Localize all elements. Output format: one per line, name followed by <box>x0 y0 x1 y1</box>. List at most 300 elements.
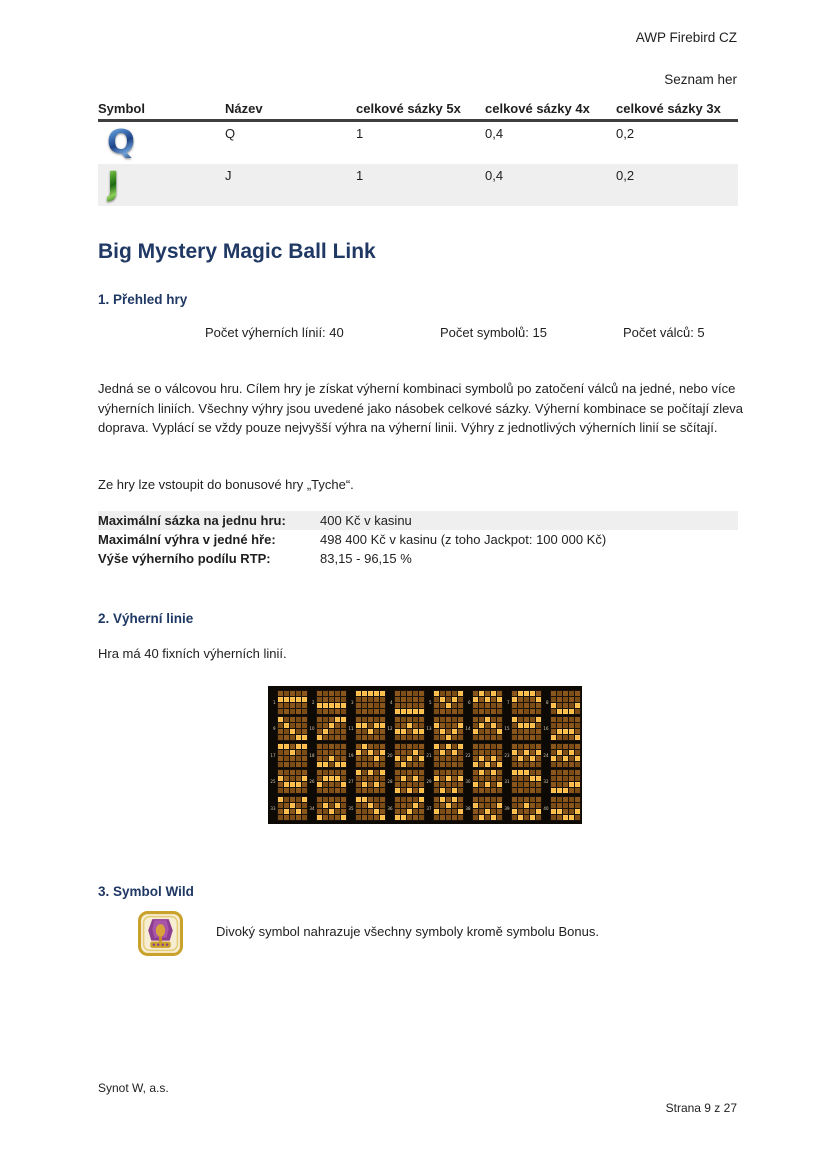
payline-cell <box>362 697 367 702</box>
payline-cell <box>452 776 457 781</box>
payline-grid <box>355 716 386 741</box>
payline-cell <box>419 744 424 749</box>
payline-cell <box>491 797 496 802</box>
payline-grid <box>394 690 425 715</box>
payline-cell <box>401 803 406 808</box>
payline-number: 23 <box>504 752 510 758</box>
payline-cell <box>479 717 484 722</box>
payline-cell <box>530 750 535 755</box>
payline-cell <box>407 744 412 749</box>
payline-cell <box>356 744 361 749</box>
payline-cell <box>368 691 373 696</box>
payline-cell <box>530 788 535 793</box>
payline-cell <box>335 762 340 767</box>
payline-cell <box>380 788 385 793</box>
payline-cell <box>356 729 361 734</box>
payline-cell <box>485 788 490 793</box>
payline-cell <box>575 709 580 714</box>
payline-cell <box>485 709 490 714</box>
payline-cell <box>413 750 418 755</box>
payline-cell <box>290 750 295 755</box>
payline-cell <box>296 729 301 734</box>
payline-cell <box>401 797 406 802</box>
payline-cell <box>458 756 463 761</box>
limit-row-max-sazka <box>98 511 738 530</box>
payline-cell <box>446 717 451 722</box>
payline-cell <box>407 815 412 820</box>
payline-cell <box>302 717 307 722</box>
payline-number: 5 <box>428 699 432 705</box>
payline-number: 33 <box>270 805 276 811</box>
payline-cell <box>446 691 451 696</box>
payline-tile <box>270 796 308 821</box>
payline-cell <box>401 756 406 761</box>
payline-cell <box>518 782 523 787</box>
payline-cell <box>557 803 562 808</box>
payline-cell <box>452 717 457 722</box>
payline-cell <box>575 770 580 775</box>
payline-cell <box>458 735 463 740</box>
section-1-heading: 1. Přehled hry <box>98 292 188 307</box>
payline-cell <box>491 788 496 793</box>
payline-cell <box>530 703 535 708</box>
payline-cell <box>458 709 463 714</box>
limits-table <box>98 511 738 568</box>
payline-cell <box>362 744 367 749</box>
payline-cell <box>485 691 490 696</box>
payline-cell <box>368 788 373 793</box>
payline-cell <box>458 717 463 722</box>
payline-cell <box>380 782 385 787</box>
payline-grid <box>550 796 581 821</box>
payline-cell <box>395 703 400 708</box>
payline-cell <box>512 703 517 708</box>
payline-cell <box>536 735 541 740</box>
col-header-sazky-3x: celkové sázky 3x <box>616 101 721 116</box>
payline-cell <box>434 797 439 802</box>
col-header-sazky-5x: celkové sázky 5x <box>356 101 461 116</box>
payline-cell <box>491 815 496 820</box>
payline-cell <box>497 750 502 755</box>
payline-cell <box>524 735 529 740</box>
payline-cell <box>557 697 562 702</box>
payline-tile <box>309 690 347 715</box>
payline-cell <box>296 776 301 781</box>
payline-cell <box>530 691 535 696</box>
payline-cell <box>536 782 541 787</box>
payline-cell <box>557 735 562 740</box>
payline-cell <box>434 723 439 728</box>
payline-cell <box>335 691 340 696</box>
payline-cell <box>302 691 307 696</box>
payline-cell <box>368 697 373 702</box>
payline-cell <box>302 697 307 702</box>
payline-grid <box>472 769 503 794</box>
payline-grid <box>550 743 581 768</box>
payline-cell <box>473 723 478 728</box>
payline-cell <box>401 782 406 787</box>
payline-cell <box>302 797 307 802</box>
payline-number: 37 <box>426 805 432 811</box>
payline-cell <box>551 723 556 728</box>
payline-cell <box>341 717 346 722</box>
payline-cell <box>569 803 574 808</box>
payline-cell <box>518 756 523 761</box>
payline-number: 24 <box>543 752 549 758</box>
payline-cell <box>473 770 478 775</box>
payline-cell <box>485 815 490 820</box>
payline-cell <box>569 703 574 708</box>
payline-cell <box>446 762 451 767</box>
payline-cell <box>362 797 367 802</box>
payline-cell <box>401 703 406 708</box>
payline-cell <box>362 770 367 775</box>
payline-cell <box>524 797 529 802</box>
payline-tile <box>504 796 542 821</box>
payline-cell <box>563 788 568 793</box>
payline-cell <box>458 788 463 793</box>
payline-cell <box>278 729 283 734</box>
payline-tile <box>309 716 347 741</box>
payline-cell <box>278 709 283 714</box>
payline-number: 40 <box>543 805 549 811</box>
payline-cell <box>356 723 361 728</box>
payline-cell <box>290 770 295 775</box>
payline-cell <box>341 776 346 781</box>
payline-cell <box>296 788 301 793</box>
payline-cell <box>356 691 361 696</box>
payline-cell <box>395 729 400 734</box>
payline-cell <box>407 797 412 802</box>
payline-cell <box>557 750 562 755</box>
payline-cell <box>356 756 361 761</box>
payline-cell <box>491 750 496 755</box>
payline-cell <box>290 762 295 767</box>
payline-grid <box>394 769 425 794</box>
payline-tile <box>270 716 308 741</box>
payline-cell <box>329 723 334 728</box>
payline-tile <box>348 690 386 715</box>
payline-cell <box>518 750 523 755</box>
payline-cell <box>341 703 346 708</box>
payline-cell <box>563 782 568 787</box>
payline-cell <box>368 709 373 714</box>
payline-grid <box>277 796 308 821</box>
payline-cell <box>473 809 478 814</box>
payline-cell <box>563 803 568 808</box>
payline-cell <box>380 776 385 781</box>
payline-cell <box>485 735 490 740</box>
payline-cell <box>557 723 562 728</box>
payline-number: 15 <box>504 726 510 731</box>
payline-cell <box>458 797 463 802</box>
payline-cell <box>356 735 361 740</box>
payline-grid <box>316 796 347 821</box>
payline-cell <box>290 744 295 749</box>
payline-cell <box>530 697 535 702</box>
payline-cell <box>557 776 562 781</box>
payline-cell <box>473 756 478 761</box>
payline-cell <box>323 697 328 702</box>
payline-cell <box>341 762 346 767</box>
payline-cell <box>302 756 307 761</box>
payline-cell <box>458 762 463 767</box>
payline-cell <box>518 744 523 749</box>
payline-cell <box>290 729 295 734</box>
payline-cell <box>302 750 307 755</box>
limit-row-max-vyhra <box>98 530 738 549</box>
payline-cell <box>491 762 496 767</box>
payline-cell <box>419 709 424 714</box>
payline-number: 11 <box>348 726 354 731</box>
payline-cell <box>407 809 412 814</box>
payline-cell <box>419 797 424 802</box>
payline-number: 3 <box>350 699 354 705</box>
payline-cell <box>536 756 541 761</box>
payline-cell <box>434 803 439 808</box>
payline-cell <box>290 703 295 708</box>
payline-cell <box>380 762 385 767</box>
payline-grid <box>472 716 503 741</box>
payline-cell <box>434 709 439 714</box>
payline-cell <box>563 797 568 802</box>
limit-label: Maximální výhra v jedné hře: <box>98 532 276 547</box>
payline-cell <box>485 797 490 802</box>
payline-cell <box>374 770 379 775</box>
payline-cell <box>524 744 529 749</box>
payline-cell <box>380 803 385 808</box>
payline-cell <box>557 770 562 775</box>
payline-cell <box>569 691 574 696</box>
payline-cell <box>335 809 340 814</box>
payline-cell <box>512 691 517 696</box>
payline-cell <box>524 703 529 708</box>
payline-cell <box>413 717 418 722</box>
payline-cell <box>302 762 307 767</box>
payline-cell <box>551 717 556 722</box>
payline-cell <box>362 750 367 755</box>
payline-cell <box>479 703 484 708</box>
payline-cell <box>434 691 439 696</box>
payline-cell <box>491 723 496 728</box>
payline-cell <box>395 750 400 755</box>
payline-cell <box>557 782 562 787</box>
payline-cell <box>440 788 445 793</box>
payline-cell <box>485 776 490 781</box>
payline-tile <box>348 769 386 794</box>
payline-cell <box>419 750 424 755</box>
game-description-paragraph: Jedná se o válcovou hru. Cílem hry je získat výherní kombinaci symbolů po zatočení válců na jedné, nebo více výherních liniích. Všechny výhry jsou uvedené jako násobek celkové sázky. Výherní kombinace se počítají zleva doprava. Vyplácí se vždy pouze nejvyšší výhra na výherní linii. Výhry z jednotlivých výherních linií se sčítají. <box>98 381 744 435</box>
payline-cell <box>485 697 490 702</box>
payline-cell <box>407 788 412 793</box>
payline-cell <box>284 750 289 755</box>
payline-cell <box>473 782 478 787</box>
payline-tile <box>543 769 581 794</box>
payline-number: 26 <box>309 779 315 784</box>
payline-cell <box>446 782 451 787</box>
payline-cell <box>563 744 568 749</box>
payline-cell <box>329 735 334 740</box>
payline-number: 14 <box>465 726 471 731</box>
payline-cell <box>317 809 322 814</box>
payline-cell <box>491 744 496 749</box>
payline-cell <box>434 697 439 702</box>
payline-cell <box>557 729 562 734</box>
payline-cell <box>380 809 385 814</box>
payline-cell <box>551 770 556 775</box>
stat-pocet-linii: Počet výherních línií: 40 <box>205 325 344 340</box>
payline-number: 21 <box>426 752 432 758</box>
payline-cell <box>551 750 556 755</box>
paylines-text: Hra má 40 fixních výherních linií. <box>98 646 287 661</box>
payline-cell <box>368 717 373 722</box>
payline-cell <box>575 776 580 781</box>
payline-cell <box>530 803 535 808</box>
payline-cell <box>497 756 502 761</box>
payline-cell <box>434 744 439 749</box>
payline-number: 39 <box>504 805 510 811</box>
payline-grid <box>550 716 581 741</box>
payline-cell <box>512 797 517 802</box>
payline-cell <box>419 815 424 820</box>
payline-grid <box>511 690 542 715</box>
payline-cell <box>479 797 484 802</box>
payline-cell <box>434 756 439 761</box>
payline-cell <box>434 729 439 734</box>
payline-cell <box>479 788 484 793</box>
payline-grid <box>277 716 308 741</box>
payline-cell <box>395 697 400 702</box>
payline-cell <box>356 797 361 802</box>
payline-cell <box>374 797 379 802</box>
payline-grid <box>316 716 347 741</box>
payline-cell <box>407 735 412 740</box>
payline-cell <box>356 815 361 820</box>
payline-cell <box>317 762 322 767</box>
payline-cell <box>356 717 361 722</box>
col-header-sazky-4x: celkové sázky 4x <box>485 101 590 116</box>
payline-cell <box>569 782 574 787</box>
payline-cell <box>512 788 517 793</box>
payline-cell <box>551 797 556 802</box>
payline-cell <box>440 782 445 787</box>
paylines-image <box>268 686 582 824</box>
payline-cell <box>278 788 283 793</box>
payline-cell <box>569 815 574 820</box>
payline-cell <box>296 697 301 702</box>
payline-number: 6 <box>467 699 471 705</box>
payline-grid <box>433 716 464 741</box>
payline-cell <box>497 697 502 702</box>
payline-cell <box>407 729 412 734</box>
payline-cell <box>302 735 307 740</box>
payline-tile <box>426 769 464 794</box>
payline-cell <box>440 815 445 820</box>
payline-tile <box>504 690 542 715</box>
payline-cell <box>473 709 478 714</box>
payline-cell <box>569 750 574 755</box>
payline-cell <box>335 788 340 793</box>
payline-cell <box>491 735 496 740</box>
payline-cell <box>530 735 535 740</box>
payline-cell <box>290 776 295 781</box>
payline-cell <box>290 717 295 722</box>
payline-cell <box>407 691 412 696</box>
payline-cell <box>512 744 517 749</box>
payline-cell <box>407 697 412 702</box>
payline-cell <box>368 770 373 775</box>
payline-number: 2 <box>311 699 315 705</box>
payline-cell <box>419 729 424 734</box>
payline-cell <box>413 809 418 814</box>
payline-cell <box>575 691 580 696</box>
stat-pocet-valcu: Počet válců: 5 <box>623 325 705 340</box>
payline-cell <box>551 691 556 696</box>
payline-cell <box>458 809 463 814</box>
payline-cell <box>575 750 580 755</box>
payline-cell <box>557 809 562 814</box>
payline-cell <box>284 762 289 767</box>
payline-cell <box>434 762 439 767</box>
payline-cell <box>575 815 580 820</box>
payline-cell <box>290 788 295 793</box>
payline-cell <box>296 762 301 767</box>
payline-cell <box>446 703 451 708</box>
payline-cell <box>278 770 283 775</box>
payline-cell <box>524 756 529 761</box>
payline-cell <box>518 762 523 767</box>
payline-cell <box>440 750 445 755</box>
payline-cell <box>356 709 361 714</box>
payline-number: 20 <box>387 752 393 758</box>
payline-cell <box>317 776 322 781</box>
payline-cell <box>497 815 502 820</box>
payline-cell <box>419 803 424 808</box>
payline-cell <box>407 717 412 722</box>
q-symbol-icon: Q <box>107 122 136 161</box>
payline-cell <box>380 697 385 702</box>
payline-cell <box>479 803 484 808</box>
payline-cell <box>323 756 328 761</box>
payline-cell <box>407 762 412 767</box>
payline-number: 35 <box>348 805 354 811</box>
payline-cell <box>362 815 367 820</box>
payline-cell <box>530 729 535 734</box>
payline-cell <box>452 723 457 728</box>
payline-cell <box>356 697 361 702</box>
payline-cell <box>329 750 334 755</box>
payline-cell <box>452 691 457 696</box>
payline-cell <box>551 776 556 781</box>
payline-tile <box>504 769 542 794</box>
payline-cell <box>536 729 541 734</box>
payline-cell <box>536 697 541 702</box>
payline-cell <box>569 735 574 740</box>
payline-cell <box>485 782 490 787</box>
payline-cell <box>296 703 301 708</box>
payline-cell <box>434 703 439 708</box>
payline-cell <box>368 762 373 767</box>
payline-cell <box>497 762 502 767</box>
payline-cell <box>440 776 445 781</box>
payline-grid <box>433 769 464 794</box>
payline-cell <box>458 803 463 808</box>
payline-cell <box>479 815 484 820</box>
payline-cell <box>362 703 367 708</box>
payline-cell <box>284 697 289 702</box>
payline-cell <box>536 709 541 714</box>
payline-cell <box>329 782 334 787</box>
